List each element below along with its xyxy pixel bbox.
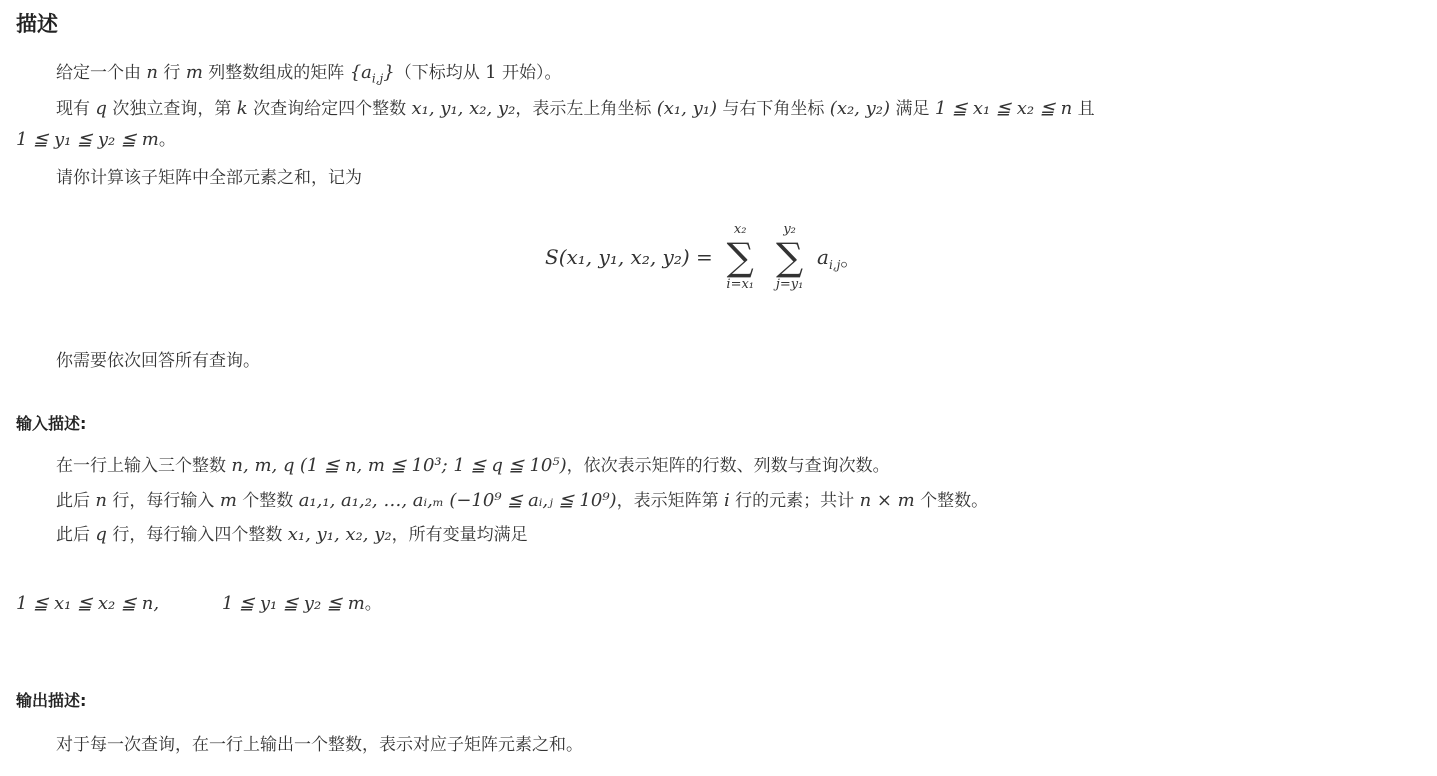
math-matrix: $\{a_{i,j}\}$ (349, 62, 395, 86)
math-m: m (185, 62, 203, 83)
section-heading-input: 输入描述: (16, 414, 87, 433)
text: ，所有变量均满足 (391, 525, 528, 545)
text: 行 (163, 63, 181, 83)
math-vars: x₁, y₁, x₂, y₂ (287, 524, 392, 545)
section-heading-output: 输出描述: (16, 691, 87, 710)
input-line-2 (56, 489, 988, 513)
math-n-times-m: n × m (859, 490, 915, 511)
math-q: q (95, 524, 107, 545)
math-k: k (236, 98, 248, 119)
text: ，表示左上角坐标 (515, 99, 652, 119)
sigma-icon: ∑ (776, 235, 804, 279)
text: 行的元素；共计 (735, 491, 855, 511)
math-one: 1 (485, 62, 497, 83)
math-row-elements: a₁,₁, a₁,₂, …, aᵢ,ₘ (298, 490, 444, 511)
math-vars: n, m, q (231, 455, 295, 476)
text: 满足 (895, 99, 930, 119)
text: 。 (158, 130, 176, 150)
text: ，依次表示矩阵的行数、列数与查询次数。 (566, 456, 890, 476)
description-line-2 (56, 97, 1095, 121)
math-i: i (723, 490, 730, 511)
formula-term: $a_{i,j}$ (817, 245, 841, 272)
formula-lhs: S(x₁, y₁, x₂, y₂) = (545, 245, 713, 269)
math-cond-y: 1 ≦ y₁ ≦ y₂ ≦ m (16, 129, 159, 150)
description-line-3 (16, 128, 176, 152)
text: 次查询给定四个整数 (253, 99, 407, 119)
input-line-1 (56, 454, 890, 478)
description-line-1 (56, 61, 561, 85)
text: 个整数。 (920, 491, 989, 511)
text: 列整数组成的矩阵 (208, 63, 345, 83)
math-n: n (95, 490, 107, 511)
sum-i-upper: x₂ (733, 222, 747, 237)
math-m: m (219, 490, 237, 511)
text: 此后 (56, 525, 90, 545)
text: ，表示矩阵第 (616, 491, 719, 511)
input-line-4 (16, 592, 382, 616)
math-q: q (95, 98, 107, 119)
math-cond-x: 1 ≦ x₁ ≦ x₂ ≦ n, (16, 593, 160, 614)
math-cond-y: 1 ≦ y₁ ≦ y₂ ≦ m (221, 593, 365, 614)
math-constraint: (1 ≦ n, m ≦ 10³; 1 ≦ q ≦ 10⁵) (299, 455, 567, 476)
math-coord-bottom-right: (x₂, y₂) (829, 98, 891, 119)
math-vars: x₁, y₁, x₂, y₂ (411, 98, 516, 119)
math-constraint: (−10⁹ ≦ aᵢ,ⱼ ≦ 10⁹) (449, 490, 617, 511)
sum-j-lower: j=y₁ (775, 277, 804, 292)
text: （下标均从 (394, 63, 480, 83)
section-heading-description: 描述 (16, 12, 58, 36)
text: 。 (364, 594, 382, 614)
formula-end: 。 (840, 246, 861, 271)
text: 在一行上输入三个整数 (56, 456, 226, 476)
sum-symbol-i (718, 222, 762, 292)
sum-i-lower: i=x₁ (726, 277, 754, 292)
text: 此后 (56, 491, 90, 511)
sum-symbol-j (768, 222, 812, 292)
math-cond-x: 1 ≦ x₁ ≦ x₂ ≦ n (934, 98, 1073, 119)
math-n: n (146, 62, 158, 83)
text: 次独立查询，第 (112, 99, 232, 119)
text: 行，每行输入 (112, 491, 215, 511)
sigma-icon: ∑ (726, 235, 754, 279)
text: 给定一个由 (56, 63, 141, 83)
description-line-4: 请你计算该子矩阵中全部元素之和，记为 (56, 168, 362, 188)
description-line-5: 你需要依次回答所有查询。 (56, 351, 260, 371)
sum-formula (545, 222, 860, 292)
text: 现有 (56, 99, 90, 119)
text: 与右下角坐标 (722, 99, 825, 119)
text: 个整数 (242, 491, 294, 511)
text: 行，每行输入四个整数 (112, 525, 283, 545)
math-coord-top-left: (x₁, y₁) (656, 98, 717, 119)
text: 且 (1077, 99, 1095, 119)
input-line-3 (56, 523, 528, 547)
sum-j-upper: y₂ (783, 222, 796, 237)
text: 开始）。 (501, 63, 562, 83)
output-line-1: 对于每一次查询，在一行上输出一个整数，表示对应子矩阵元素之和。 (56, 735, 583, 755)
